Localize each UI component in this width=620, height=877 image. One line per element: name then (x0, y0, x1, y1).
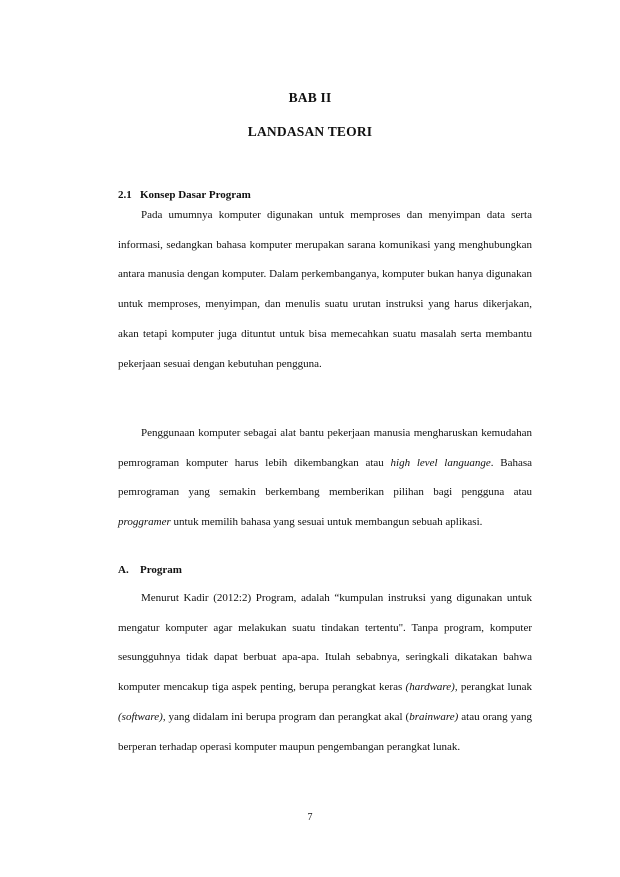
section-number: 2.1 (118, 189, 132, 201)
paragraph-3-italic-term-1: (hardware) (405, 681, 455, 694)
paragraph-1: Pada umumnya komputer digunakan untuk memproses dan menyimpan data serta informasi, sedangkan bahasa komputer merupakan sarana komunikasi yang menghubungkan antara manusia dengan komputer. Dalam perkembanganya, komputer bukan hanya digunakan untuk memproses, menyimpan, dan menulis suatu urutan instruksi yang harus dikerjakan, akan tetapi komputer juga dituntut untuk bisa memecahkan suatu masalah serta membantu pekerjaan sesuai dengan kebutuhan pengguna. (118, 209, 532, 370)
paragraph-2-italic-term-2: proggramer (118, 516, 171, 529)
paragraph-2-text-1: Penggunaan komputer sebagai alat bantu pekerjaan manusia mengharuskan kemudahan pemrograman komputer harus lebih dikembangkan atau (118, 427, 532, 469)
paragraph-3-text-3: , yang didalam ini berupa program dan perangkat akal ( (162, 710, 410, 723)
paragraph-3-italic-term-3: brainware) (409, 710, 459, 723)
paragraph-2 (118, 419, 532, 538)
paragraph-2-text-2: . Bahasa pemrograman yang semakin berkembang memberikan pilihan bagi pengguna atau (118, 456, 532, 499)
paragraph-3-text-4: atau orang yang berperan terhadap operasi komputer maupun pengembangan perangkat lunak. (118, 710, 532, 753)
chapter-title: LANDASAN TEORI (247, 124, 373, 139)
section-heading (118, 189, 251, 201)
subsection-number: A. (118, 564, 129, 576)
subsection-heading (118, 564, 182, 576)
paragraph-2-italic-term-1: high level languange (390, 456, 491, 469)
paragraph-3 (118, 584, 532, 762)
paragraph-3-text-2: , perangkat lunak (454, 681, 532, 694)
paragraph-3-text-1: Menurut Kadir (2012:2) Program, adalah “kumpulan instruksi yang digunakan untuk mengatur komputer agar melakukan suatu tindakan tertentu". Tanpa program, komputer sesungguhnya tidak dapat berbuat apa-apa. Itulah sebabnya, seringkali dikatakan bahwa komputer mencakup tiga aspek penting, berupa perangkat keras (118, 592, 532, 694)
chapter-number: BAB II (288, 90, 332, 105)
paragraph-3-italic-term-2: (software) (118, 710, 163, 723)
paragraph-2-text-3: untuk memilih bahasa yang sesuai untuk membangun sebuah aplikasi. (170, 516, 483, 529)
subsection-title: Program (140, 564, 182, 576)
page-number: 7 (307, 812, 313, 823)
section-title: Konsep Dasar Program (140, 189, 251, 201)
